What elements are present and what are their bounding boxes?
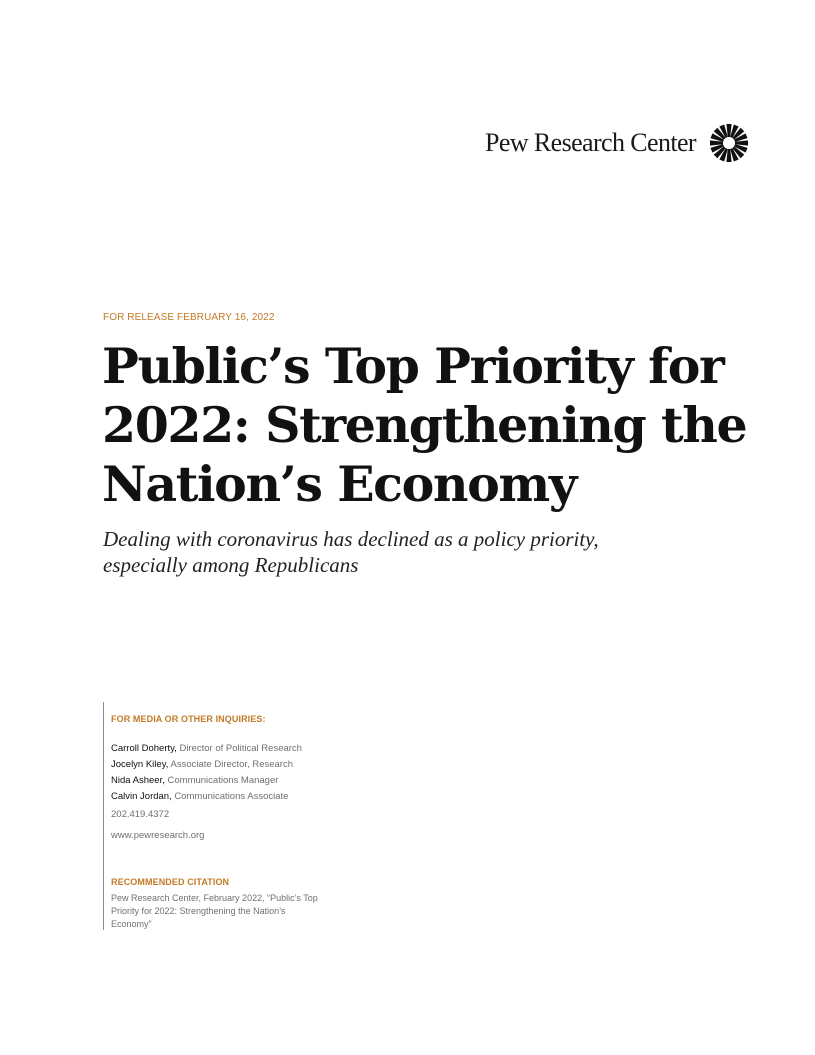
subtitle <box>103 526 743 578</box>
title-line: Nation’s Economy <box>102 455 576 513</box>
citation-heading: RECOMMENDED CITATION <box>111 877 230 887</box>
contact-name: Calvin Jordan, <box>111 791 172 802</box>
page-title <box>102 337 782 514</box>
contact-person <box>111 773 404 789</box>
contact-role: Communications Manager <box>167 775 279 786</box>
citation-line: Pew Research Center, February 2022, “Public’s Top <box>111 893 318 903</box>
title-line: 2022: Strengthening the <box>102 396 747 454</box>
contact-role: Associate Director, Research <box>170 759 294 770</box>
contact-name: Carroll Doherty, <box>111 743 177 754</box>
title-line: Public’s Top Priority for <box>102 337 724 395</box>
header-logo <box>440 120 750 166</box>
sunburst-logo-icon <box>708 122 750 164</box>
contact-list <box>111 741 404 805</box>
org-name: Pew Research Center <box>485 128 696 157</box>
contact-role: Director of Political Research <box>179 743 302 754</box>
citation-line: Priority for 2022: Strengthening the Nation’s <box>111 906 286 916</box>
contact-panel <box>103 702 404 930</box>
contact-phone: 202.419.4372 <box>111 809 170 820</box>
subtitle-line: Dealing with coronavirus has declined as a policy priority, <box>103 527 599 551</box>
citation-line: Economy” <box>111 919 152 929</box>
release-date: FOR RELEASE FEBRUARY 16, 2022 <box>103 312 275 323</box>
contact-role: Communications Associate <box>174 791 289 802</box>
citation-text <box>111 892 351 931</box>
website-link[interactable]: www.pewresearch.org <box>111 830 205 841</box>
contact-name: Jocelyn Kiley, <box>111 759 169 770</box>
contact-person <box>111 757 404 773</box>
media-inquiries-heading: FOR MEDIA OR OTHER INQUIRIES: <box>111 714 266 724</box>
contact-name: Nida Asheer, <box>111 775 165 786</box>
contact-person <box>111 789 404 805</box>
subtitle-line: especially among Republicans <box>103 553 359 577</box>
contact-person <box>111 741 404 757</box>
